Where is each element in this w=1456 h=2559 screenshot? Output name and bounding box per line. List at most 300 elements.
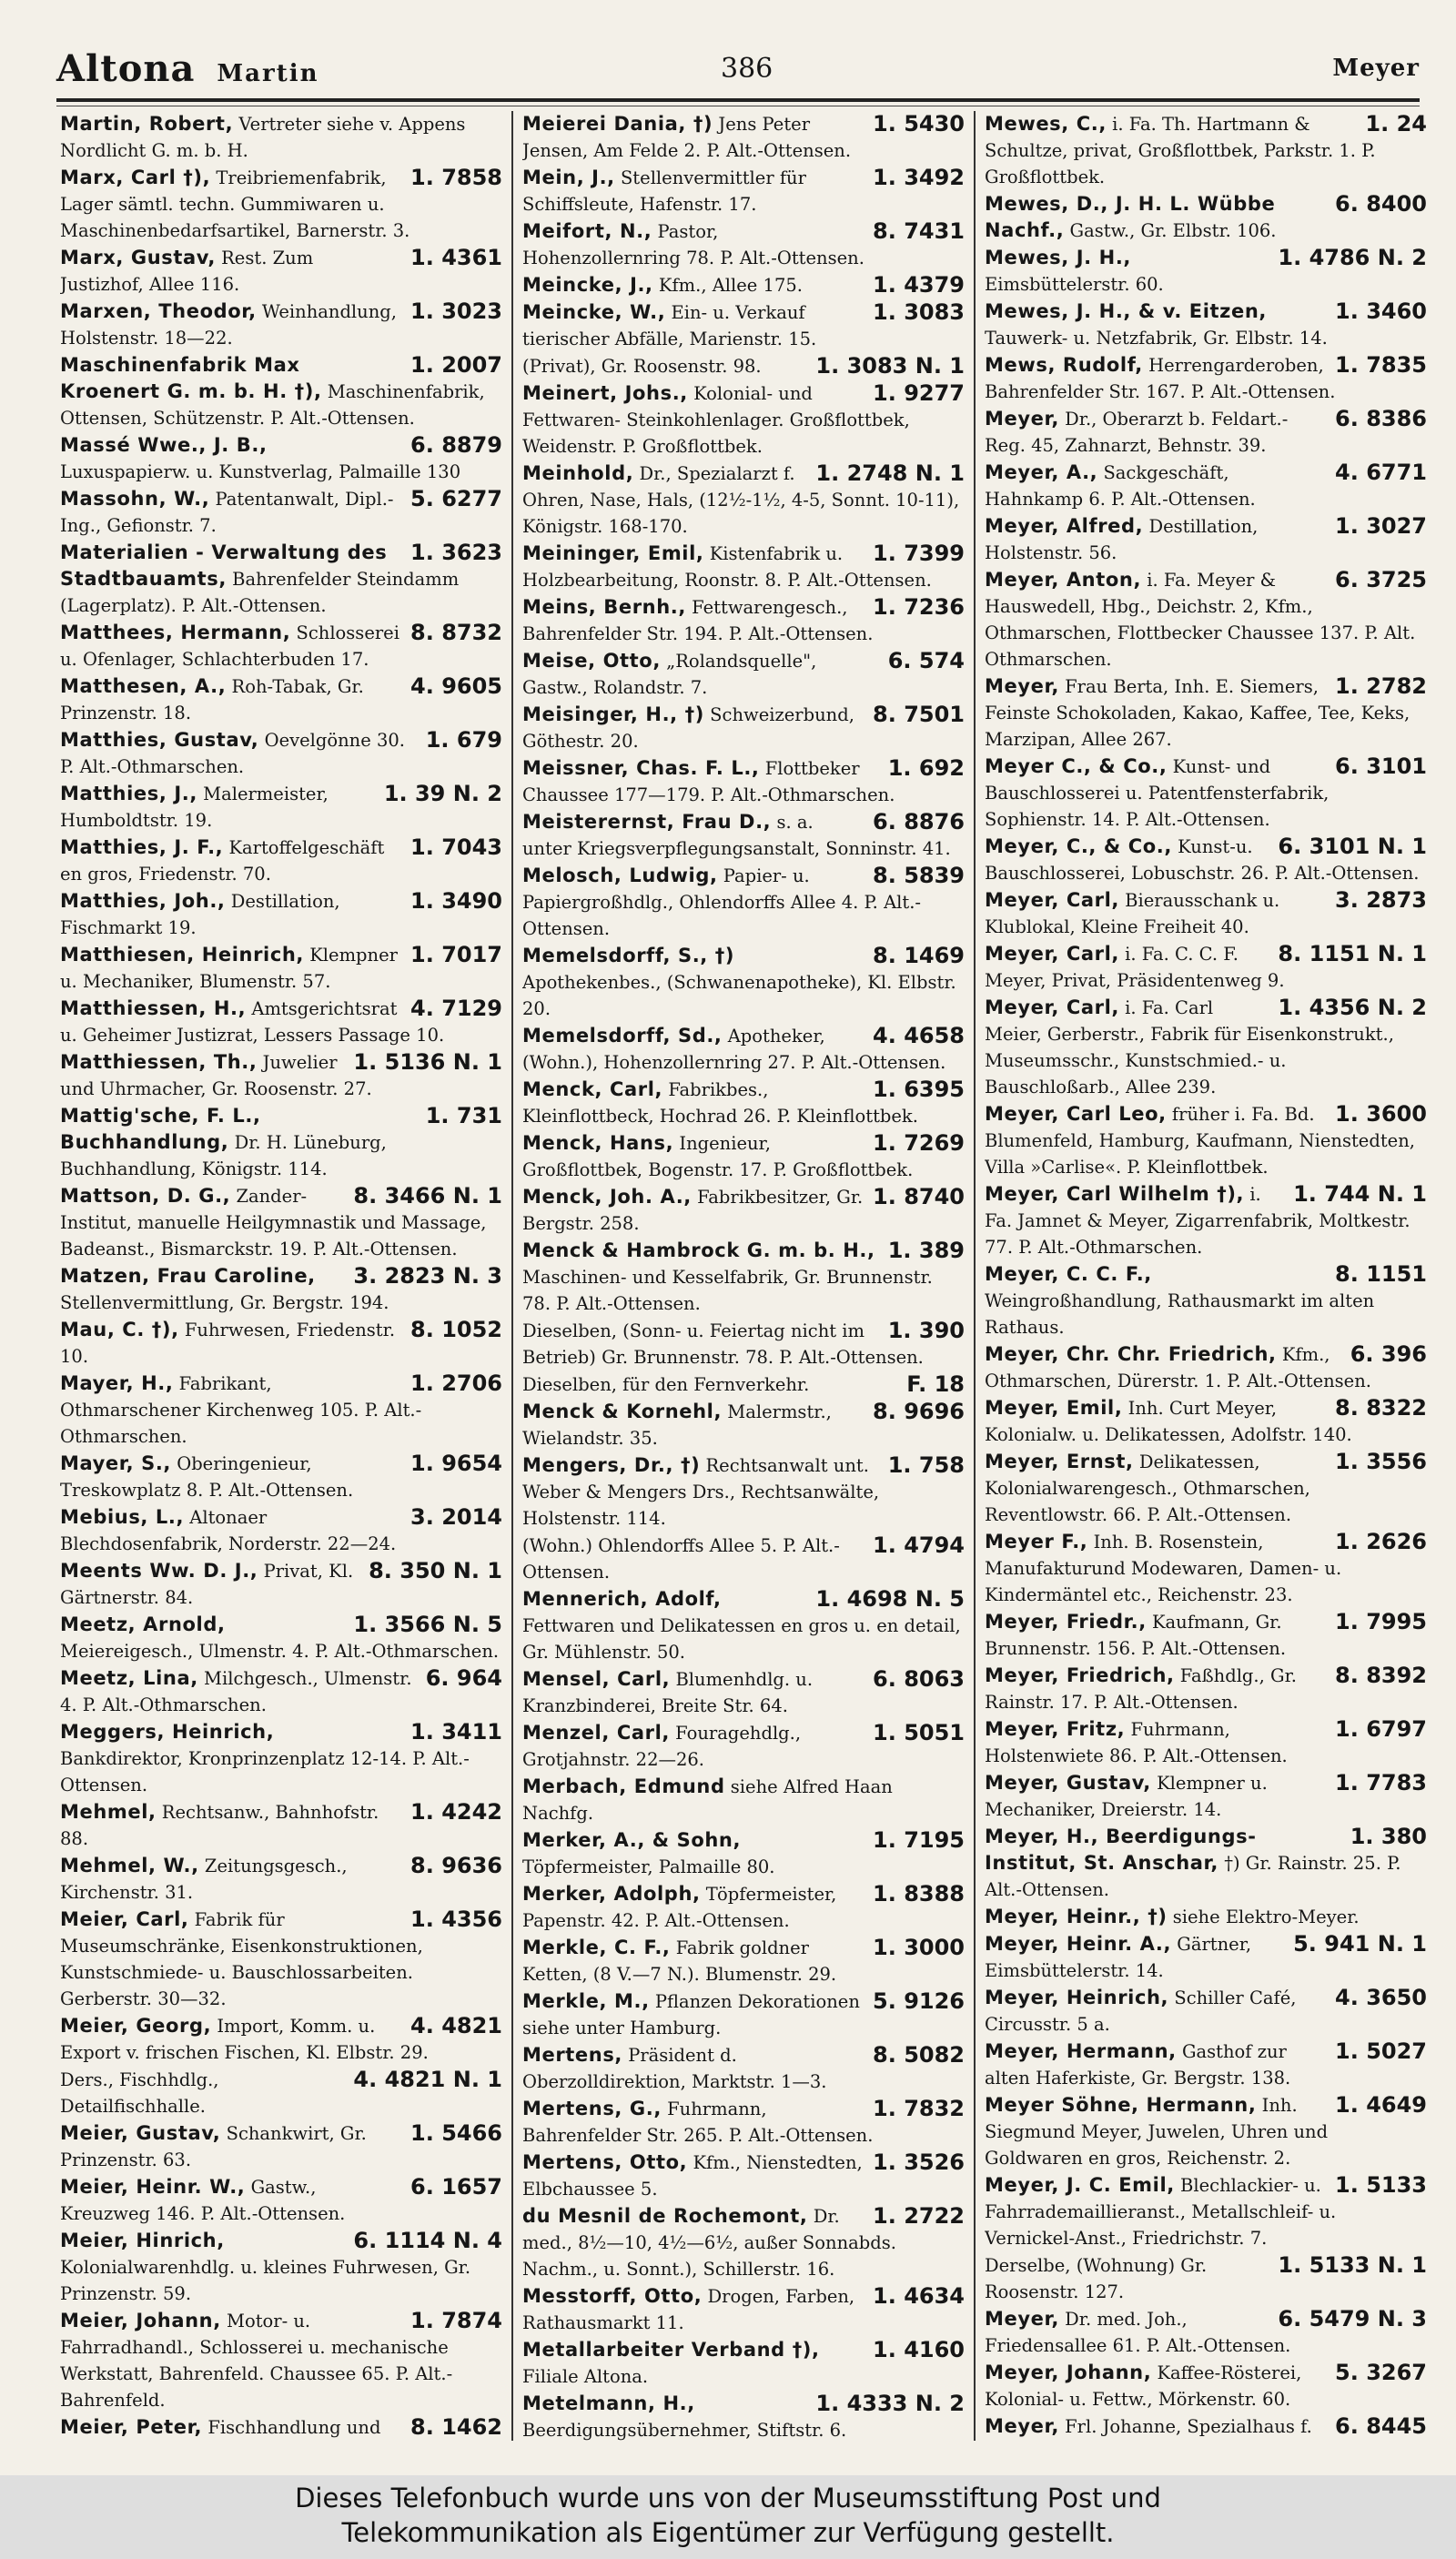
entry-details: Fettwaren und Delikatessen en gros u. en detail, Gr. Mühlenstr. 50. [522, 1615, 961, 1663]
entry-name: Menck, Carl, [522, 1078, 663, 1100]
phone-number: 6. 8063 [873, 1666, 965, 1692]
phone-number: 8. 8392 [1335, 1663, 1427, 1688]
page-header [56, 44, 1420, 98]
header-last-name: Meyer [1332, 55, 1420, 82]
header-city: Altona Martin [56, 47, 319, 90]
entry-details: Pastor, Hohenzollernring 78. P. Alt.-Ottensen. [522, 221, 864, 268]
entry-details: Delikatessen, Kolonialwarengesch., Othmarschen, Reventlowstr. 66. P. Alt.-Ottensen. [985, 1451, 1310, 1525]
directory-entry [522, 2391, 965, 2441]
phone-number: 3. 2873 [1335, 887, 1427, 913]
directory-entry [60, 1263, 502, 1316]
directory-entry [985, 673, 1427, 753]
entry-name: Meier, Gustav, [60, 2122, 221, 2144]
entry-details: Inh. Curt Meyer, Kolonialw. u. Delikatessen, Adolfstr. 140. [985, 1398, 1352, 1445]
directory-entry [60, 2013, 502, 2066]
entry-details: Faßhdlg., Gr. Rainstr. 17. P. Alt.-Ottensen. [985, 1665, 1297, 1713]
entry-details: Kistenfabrik u. Holzbearbeitung, Roonstr. 8. P. Alt.-Ottensen. [522, 543, 932, 591]
directory-entry [985, 1261, 1427, 1340]
directory-entry [985, 1609, 1427, 1662]
entry-name: Meents Ww. D. J., [60, 1560, 258, 1582]
directory-entry [522, 1452, 965, 1532]
directory-entry [60, 540, 502, 619]
column-divider [974, 111, 976, 2441]
phone-number: 8. 1469 [873, 943, 965, 968]
directory-entry [60, 1451, 502, 1503]
entry-name: Mennerich, Adolf, [522, 1588, 722, 1610]
entry-name: Meggers, Heinrich, [60, 1721, 275, 1743]
entry-name: Menck & Hambrock G. m. b. H., [522, 1239, 875, 1261]
directory-entry [60, 834, 502, 887]
directory-entry [522, 380, 965, 460]
directory-entry [60, 111, 502, 164]
entry-name: Marx, Gustav, [60, 247, 216, 268]
entry-name: Meyer, Carl Wilhelm †), [985, 1183, 1245, 1205]
phone-number: 8. 9636 [410, 1853, 502, 1878]
phone-number: 1. 5133 N. 1 [1278, 2252, 1427, 2278]
phone-number: 6. 3725 [1335, 567, 1427, 592]
entry-details: Flottbeker Chaussee 177—179. P. Alt.-Othmarschen. [522, 758, 895, 805]
directory-entry [60, 1612, 502, 1664]
entry-name: Meisterernst, Frau D., [522, 811, 772, 833]
directory-entry [522, 1827, 965, 1880]
entry-details: Altonaer Blechdosenfabrik, Norderstr. 22—24. [60, 1507, 397, 1554]
phone-number: 1. 7874 [410, 2308, 502, 2333]
phone-number: 1. 758 [887, 1452, 965, 1478]
phone-number: 6. 1114 N. 4 [353, 2228, 502, 2253]
phone-number: 6. 3101 N. 1 [1278, 834, 1427, 859]
entry-details: Privat, Kl. Gärtnerstr. 84. [60, 1561, 354, 1608]
entry-details: Bierausschank u. Klublokal, Kleine Freiheit 40. [985, 890, 1280, 937]
header-first-name: Martin [217, 60, 319, 87]
entry-details: Fettwarengesch., Bahrenfelder Str. 194. P. Alt.-Ottensen. [522, 597, 874, 644]
phone-number: F. 18 [906, 1371, 965, 1397]
phone-number: 1. 5466 [410, 2120, 502, 2146]
entry-details: Patentanwalt, Dipl.-Ing., Gefionstr. 7. [60, 489, 394, 536]
entry-details: Maschinenfabrik, Ottensen, Schützenstr. P. Alt.-Ottensen. [60, 381, 485, 429]
directory-column-2 [519, 111, 968, 2441]
entry-details: Beerdigungsübernehmer, Stiftstr. 6. [522, 2420, 847, 2441]
phone-number: 5. 9126 [873, 1988, 965, 2014]
entry-details: Dr., Spezialarzt f. Ohren, Nase, Hals, (12½-1½, 4-5, Sonnt. 10-11), Königstr. 168-170. [522, 463, 960, 537]
phone-number: 4. 4658 [873, 1023, 965, 1048]
entry-details: Weinhandlung, Holstenstr. 18—22. [60, 301, 397, 349]
entry-name: Meier, Carl, [60, 1908, 189, 1930]
entry-name: Massohn, W., [60, 488, 210, 510]
entry-details: Kartoffelgeschäft en gros, Friedenstr. 70. [60, 837, 385, 885]
phone-number: 1. 4786 N. 2 [1278, 245, 1427, 270]
entry-name: Meyer, Hermann, [985, 2040, 1177, 2062]
entry-details: siehe Elektro-Meyer. [1172, 1907, 1360, 1927]
phone-number: 8. 9696 [873, 1399, 965, 1424]
entry-name: du Mesnil de Rochemont, [522, 2205, 808, 2227]
phone-number: 1. 4160 [873, 2337, 965, 2362]
directory-entry [985, 298, 1427, 351]
directory-entry [60, 1049, 502, 1102]
phone-number: 1. 2007 [410, 352, 502, 378]
entry-details: Maschinen- und Kesselfabrik, Gr. Brunnenstr. 78. P. Alt.-Ottensen. [522, 1267, 933, 1314]
directory-entry [985, 2413, 1427, 2441]
entry-details: Milchgesch., Ulmenstr. 4. P. Alt.-Othmarschen. [60, 1668, 412, 1715]
directory-entry [60, 1799, 502, 1852]
directory-entry [985, 191, 1427, 244]
directory-entry [60, 942, 502, 995]
phone-number: 5. 6277 [410, 486, 502, 511]
entry-name: Meyer, Carl, [985, 943, 1119, 965]
directory-entry [522, 460, 965, 540]
entry-details: †) Gr. Rainstr. 25. P. Alt.-Ottensen. [985, 1853, 1401, 1900]
phone-number: 6. 5479 N. 3 [1278, 2306, 1427, 2331]
entry-details: Fabrik für Museumschränke, Eisenkonstruktionen, Kunstschmiede- u. Bauschlossarbeiten. Gerberstr. 30—32. [60, 1909, 423, 2009]
entry-details: i. Fa. Carl Meier, Gerberstr., Fabrik für Eisenkonstrukt., Museumsschr., Kunstschmied.- u. Bauschloßarb., Allee 239. [985, 997, 1394, 1097]
entry-name: Meyer, Alfred, [985, 515, 1144, 537]
phone-number: 1. 8388 [873, 1881, 965, 1907]
entry-name: Meyer C., & Co., [985, 755, 1168, 777]
entry-details: Schiller Café, Circusstr. 5 a. [985, 1988, 1297, 2035]
directory-entry [985, 1181, 1427, 1260]
directory-entry [985, 245, 1427, 298]
entry-details: Fabrik goldner Ketten, (8 V.—7 N.). Blumenstr. 29. [522, 1937, 837, 1985]
entry-details: Fabrikant, Othmarschener Kirchenweg 105. P. Alt.-Othmarschen. [60, 1373, 422, 1447]
directory-entry [522, 1935, 965, 1988]
entry-details: Präsident d. Oberzolldirektion, Marktstr. 1—3. [522, 2045, 827, 2092]
phone-number: 1. 7399 [873, 541, 965, 566]
phone-number: 1. 7017 [410, 942, 502, 967]
entry-name: Mewes, C., [985, 113, 1107, 135]
phone-number: 1. 3460 [1335, 298, 1427, 324]
entry-name: Mews, Rudolf, [985, 354, 1143, 376]
entry-name: Mertens, G., [522, 2098, 662, 2119]
entry-name: Merkle, C. F., [522, 1937, 671, 1958]
phone-number: 1. 4634 [873, 2283, 965, 2309]
directory-entry [60, 620, 502, 673]
directory-entry [60, 673, 502, 726]
entry-details: i. Fa. C. C. F. Meyer, Privat, Präsidentenweg 9. [985, 944, 1285, 991]
entry-name: Matthies, Joh., [60, 890, 226, 912]
entry-details: Bahrenfelder Steindamm (Lagerplatz). P. Alt.-Ottensen. [60, 569, 460, 616]
directory-entry [60, 1719, 502, 1798]
directory-entry [60, 2174, 502, 2227]
phone-number: 6. 964 [425, 1665, 502, 1691]
entry-details: Blechlackier- u. Fahrrademaillieranst., Metallschleif- u. Vernickel-Anst., Friedrichstr. 7. [985, 2175, 1337, 2249]
phone-number: 1. 5430 [873, 111, 965, 137]
entry-details: Gasthof zur alten Haferkiste, Gr. Bergstr. 138. [985, 2041, 1291, 2089]
entry-name: Meyer, Friedr., [985, 1611, 1147, 1633]
directory-entry [60, 1183, 502, 1262]
directory-entry [522, 1318, 965, 1371]
phone-number: 1. 3000 [873, 1935, 965, 1960]
entry-name: Mertens, Otto, [522, 2151, 688, 2173]
phone-number: 1. 6797 [1335, 1716, 1427, 1742]
phone-number: 1. 679 [425, 727, 502, 753]
directory-entry [985, 2252, 1427, 2305]
entry-name: Meyer, Carl, [985, 889, 1119, 911]
phone-number: 1. 7269 [873, 1130, 965, 1156]
directory-entry [522, 1077, 965, 1129]
directory-entry [985, 2306, 1427, 2359]
phone-number: 4. 3650 [1335, 1985, 1427, 2010]
entry-name: Matthiessen, Th., [60, 1051, 258, 1073]
phone-number: 1. 9277 [873, 380, 965, 406]
phone-number: 3. 2014 [410, 1504, 502, 1530]
phone-number: 6. 8386 [1335, 406, 1427, 431]
directory-entry [60, 1558, 502, 1611]
entry-details: Filiale Altona. [522, 2366, 649, 2387]
phone-number: 5. 3267 [1335, 2360, 1427, 2385]
entry-name: Meinhold, [522, 462, 634, 484]
entry-name: Mau, C. †), [60, 1319, 179, 1340]
directory-entry [985, 834, 1427, 886]
entry-details: Frau Berta, Inh. E. Siemers, Feinste Schokoladen, Kakao, Kaffee, Tee, Keks, Marzipan, Allee 267. [985, 676, 1410, 750]
entry-name: Mattig'sche, F. L., Buchhandlung, [60, 1105, 261, 1153]
entry-name: Meyer, Heinrich, [985, 1987, 1169, 2008]
directory-entry [985, 2038, 1427, 2091]
entry-details: Kfm., Allee 175. [658, 275, 803, 296]
entry-details: Fouragehdlg., Grotjahnstr. 22—26. [522, 1723, 802, 1770]
phone-number: 1. 5136 N. 1 [353, 1049, 502, 1075]
entry-name: Mewes, J. H., & v. Eitzen, [985, 300, 1267, 322]
phone-number: 4. 4821 N. 1 [353, 2067, 502, 2092]
phone-number: 6. 396 [1350, 1341, 1427, 1367]
entry-details: i. Fa. Jamnet & Meyer, Zigarrenfabrik, Moltkestr. 77. P. Alt.-Othmarschen. [985, 1184, 1410, 1258]
entry-name: Meetz, Arnold, [60, 1613, 226, 1635]
entry-details: Drogen, Farben, Rathausmarkt 11. [522, 2286, 855, 2333]
phone-number: 1. 692 [887, 755, 965, 781]
phone-number: 1. 2706 [410, 1371, 502, 1396]
entry-name: Meyer F., [985, 1531, 1088, 1553]
directory-column-1 [56, 111, 506, 2441]
directory-entry [985, 2172, 1427, 2251]
phone-number: 8. 1052 [410, 1317, 502, 1342]
entry-details: Schlosserei u. Ofenlager, Schlachterbuden 17. [60, 622, 399, 670]
directory-entry [60, 298, 502, 351]
footer-line-1: Dieses Telefonbuch wurde uns von der Museumsstiftung Post und [295, 2483, 1161, 2513]
phone-number: 1. 7835 [1335, 352, 1427, 378]
directory-entry [60, 352, 502, 431]
footer-line-2: Telekommunikation als Eigentümer zur Verfügung gestellt. [341, 2517, 1115, 2548]
directory-entry [985, 1449, 1427, 1528]
entry-details: Fuhrmann, Holstenwiete 86. P. Alt.-Ottensen. [985, 1719, 1288, 1766]
phone-number: 1. 3083 N. 1 [815, 353, 965, 379]
directory-entry [60, 486, 502, 539]
phone-number: 1. 3623 [410, 540, 502, 565]
directory-entry [522, 541, 965, 593]
entry-name: Metallarbeiter Verband †), [522, 2339, 820, 2361]
phone-number: 8. 1151 [1335, 1261, 1427, 1287]
phone-number: 1. 3556 [1335, 1449, 1427, 1474]
phone-number: 1. 4356 N. 2 [1278, 995, 1427, 1020]
directory-entry [522, 702, 965, 754]
entry-name: Meyer, J. C. Emil, [985, 2174, 1175, 2196]
entry-name: Meyer, Ernst, [985, 1451, 1134, 1472]
directory-entry [985, 887, 1427, 940]
directory-entry [60, 1317, 502, 1370]
entry-name: Matthies, J., [60, 783, 197, 804]
entry-details: Kunst- und Bauschlosserei u. Patentfensterfabrik, Sophienstr. 14. P. Alt.-Ottensen. [985, 756, 1330, 830]
entry-details: Fuhrwesen, Friedenstr. 10. [60, 1320, 396, 1367]
directory-entry [985, 352, 1427, 405]
directory-entry [60, 165, 502, 244]
phone-number: 1. 744 N. 1 [1293, 1181, 1427, 1207]
directory-entry [522, 1988, 965, 2041]
entry-details: Stellenvermittlung, Gr. Bergstr. 194. [60, 1292, 389, 1313]
entry-details: Juwelier und Uhrmacher, Gr. Roosenstr. 27. [60, 1052, 372, 1099]
entry-name: Merkle, M., [522, 1990, 650, 2012]
directory-entry [522, 1399, 965, 1451]
directory-entry [522, 1774, 965, 1826]
entry-name: Messtorff, Otto, [522, 2285, 703, 2307]
phone-number: 1. 3566 N. 5 [353, 1612, 502, 1637]
entry-name: Mayer, H., [60, 1372, 174, 1394]
directory-entry [985, 754, 1427, 833]
entry-name: Menzel, Carl, [522, 1722, 670, 1744]
directory-entry [985, 941, 1427, 994]
directory-entry [60, 1504, 502, 1557]
entry-name: Matthies, J. F., [60, 836, 224, 858]
entry-name: Meincke, J., [522, 274, 653, 296]
entry-details: Meiereigesch., Ulmenstr. 4. P. Alt.-Othmarschen. [60, 1641, 500, 1662]
entry-details: Dr. med. Joh., Friedensallee 61. P. Alt.-Ottensen. [985, 2309, 1291, 2356]
directory-entry [522, 2149, 965, 2202]
entry-name: Meyer, H., Beerdigungs-Institut, St. Anschar, [985, 1826, 1257, 1874]
directory-entry [985, 2360, 1427, 2412]
directory-entry [522, 648, 965, 701]
directory-entry [985, 1824, 1427, 1903]
phone-number: 6. 574 [887, 648, 965, 673]
entry-details: Oberingenieur, Treskowplatz 8. P. Alt.-Ottensen. [60, 1453, 354, 1501]
entry-name: Meise, Otto, [522, 650, 661, 672]
directory-entry [985, 567, 1427, 673]
directory-entry [522, 1532, 965, 1585]
entry-details: Gastw., Gr. Elbstr. 106. [1069, 220, 1277, 241]
entry-details: Eimsbüttelerstr. 60. [985, 274, 1164, 295]
phone-number: 6. 3101 [1335, 754, 1427, 779]
entry-name: Meier, Peter, [60, 2416, 203, 2438]
phone-number: 1. 4698 N. 5 [815, 1586, 965, 1612]
directory-entry [60, 996, 502, 1048]
directory-entry [60, 1907, 502, 2012]
phone-number: 4. 6771 [1335, 460, 1427, 485]
entry-details: Dieselben, (Sonn- u. Feiertag nicht im Betrieb) Gr. Brunnenstr. 78. P. Alt.-Ottensen. [522, 1320, 924, 1368]
phone-number: 4. 9605 [410, 673, 502, 699]
phone-number: 1. 3027 [1335, 513, 1427, 539]
phone-number: 1. 7995 [1335, 1609, 1427, 1634]
entry-details: Blumenhdlg. u. Kranzbinderei, Breite Str. 64. [522, 1669, 814, 1716]
directory-entry [522, 2203, 965, 2282]
entry-name: Meyer, [985, 408, 1059, 430]
entry-details: Treibriemenfabrik, Lager sämtl. techn. Gummiwaren u. Maschinenbedarfsartikel, Barnerstr. 3. [60, 167, 410, 241]
phone-number: 8. 350 N. 1 [369, 1558, 502, 1583]
entry-name: Matthiessen, H., [60, 997, 247, 1019]
entry-details: Tauwerk- u. Netzfabrik, Gr. Elbstr. 14. [985, 328, 1328, 349]
directory-entry [985, 1395, 1427, 1448]
entry-details: Ingenieur, Großflottbek, Bogenstr. 17. P. Großflottbek. [522, 1133, 914, 1180]
header-rule [56, 98, 1420, 102]
phone-number: 8. 3466 N. 1 [353, 1183, 502, 1209]
phone-number: 6. 1657 [410, 2174, 502, 2200]
entry-details: Derselbe, (Wohnung) Gr. Roosenstr. 127. [985, 2255, 1208, 2302]
phone-number: 1. 4379 [873, 272, 965, 298]
entry-name: Matthiesen, Heinrich, [60, 944, 305, 966]
directory-entry [985, 1985, 1427, 2038]
directory-entry [985, 111, 1427, 190]
entry-details: Amtsgerichtsrat u. Geheimer Justizrat, Lessers Passage 10. [60, 998, 445, 1046]
entry-details: Rechtsanw., Bahnhofstr. 88. [60, 1802, 379, 1849]
entry-name: Meier, Johann, [60, 2310, 221, 2331]
entry-details: Bankdirektor, Kronprinzenplatz 12-14. P. Alt.-Ottensen. [60, 1748, 470, 1795]
directory-entry [522, 2337, 965, 2390]
phone-number: 1. 3600 [1335, 1101, 1427, 1127]
entry-details: i. Fa. Th. Hartmann & Schultze, privat, Großflottbek, Parkstr. 1. P. Großflottbek. [985, 114, 1376, 187]
phone-number: 8. 7501 [873, 702, 965, 727]
directory-entry [522, 2096, 965, 2149]
entry-details: Rechtsanwalt unt. Weber & Mengers Drs., Rechtsanwälte, Holstenstr. 114. [522, 1455, 880, 1529]
entry-name: Meisinger, H., †) [522, 703, 704, 725]
directory-entry [522, 594, 965, 647]
phone-number: 1. 24 [1365, 111, 1427, 137]
entry-details: Kolonial- und Fettwaren- Steinkohlenlager. Großflottbek, Weidenstr. P. Großflottbek. [522, 383, 910, 457]
entry-details: Jens Peter Jensen, Am Felde 2. P. Alt.-Ottensen. [522, 114, 852, 161]
entry-name: Meifort, N., [522, 220, 652, 242]
entry-name: Matthees, Hermann, [60, 622, 291, 643]
directory-entry [60, 2414, 502, 2441]
phone-number: 1. 8740 [873, 1184, 965, 1209]
phone-number: 1. 731 [425, 1103, 502, 1128]
phone-number: 8. 1151 N. 1 [1278, 941, 1427, 966]
entry-name: Memelsdorff, Sd., [522, 1025, 723, 1047]
directory-entry [522, 353, 965, 379]
directory-entry [60, 2228, 502, 2307]
phone-number: 4. 4821 [410, 2013, 502, 2038]
entry-details: Dr. med., 8½—10, 4½—6½, außer Sonnabds. Nachm., u. Sonnt.), Schillerstr. 16. [522, 2206, 896, 2280]
phone-number: 1. 3023 [410, 298, 502, 324]
entry-details: Zander-Institut, manuelle Heilgymnastik und Massage, Badeanst., Bismarckstr. 19. P. Alt.-Ottensen. [60, 1186, 487, 1259]
directory-entry [522, 1238, 965, 1317]
entry-details: Apotheker, (Wohn.), Hohenzollernring 27. P. Alt.-Ottensen. [522, 1026, 946, 1073]
entry-details: Klempner u. Mechaniker, Dreierstr. 14. [985, 1773, 1268, 1820]
directory-entry [985, 995, 1427, 1100]
entry-details: Stellenvermittler für Schiffsleute, Hafenstr. 17. [522, 167, 806, 215]
entry-details: Kfm., Othmarschen, Dürerstr. 1. P. Alt.-Ottensen. [985, 1344, 1371, 1391]
entry-details: „Rolandsquelle", Gastw., Rolandstr. 7. [522, 651, 817, 698]
phone-number: 8. 7431 [873, 218, 965, 244]
entry-details: s. a. unter Kriegsverpflegungsanstalt, Sonninstr. 41. [522, 812, 951, 859]
directory-entry [522, 1586, 965, 1665]
entry-name: Mewes, J. H., [985, 247, 1132, 268]
entry-name: Meissner, Chas. F. L., [522, 757, 760, 779]
entry-name: Mengers, Dr., †) [522, 1454, 701, 1476]
directory-entry [985, 406, 1427, 459]
directory-entry [522, 1371, 965, 1398]
entry-details: Destillation, Holstenstr. 56. [985, 516, 1259, 563]
phone-number: 1. 3490 [410, 888, 502, 914]
directory-entry [522, 2283, 965, 2336]
phone-number: 1. 4361 [410, 245, 502, 270]
entry-details: Zeitungsgesch., Kirchenstr. 31. [60, 1856, 348, 1903]
phone-number: 1. 4794 [873, 1532, 965, 1558]
phone-number: 8. 8732 [410, 620, 502, 645]
entry-details: Herrengarderoben, Bahrenfelder Str. 167. P. Alt.-Ottensen. [985, 355, 1336, 402]
entry-details: Import, Komm. u. Export v. frischen Fischen, Kl. Elbstr. 29. [60, 2016, 429, 2063]
entry-name: Mebius, L., [60, 1506, 185, 1528]
entry-name: Meyer, [985, 2415, 1059, 2437]
phone-number: 1. 2626 [1335, 1529, 1427, 1554]
entry-details: Oevelgönne 30. P. Alt.-Othmarschen. [60, 730, 405, 777]
entry-name: Memelsdorff, S., †) [522, 945, 735, 966]
entry-name: Meier, Georg, [60, 2015, 212, 2037]
phone-number: 8. 1462 [410, 2414, 502, 2440]
entry-name: Matzen, Frau Caroline, [60, 1265, 316, 1287]
directory-entry [985, 1663, 1427, 1715]
